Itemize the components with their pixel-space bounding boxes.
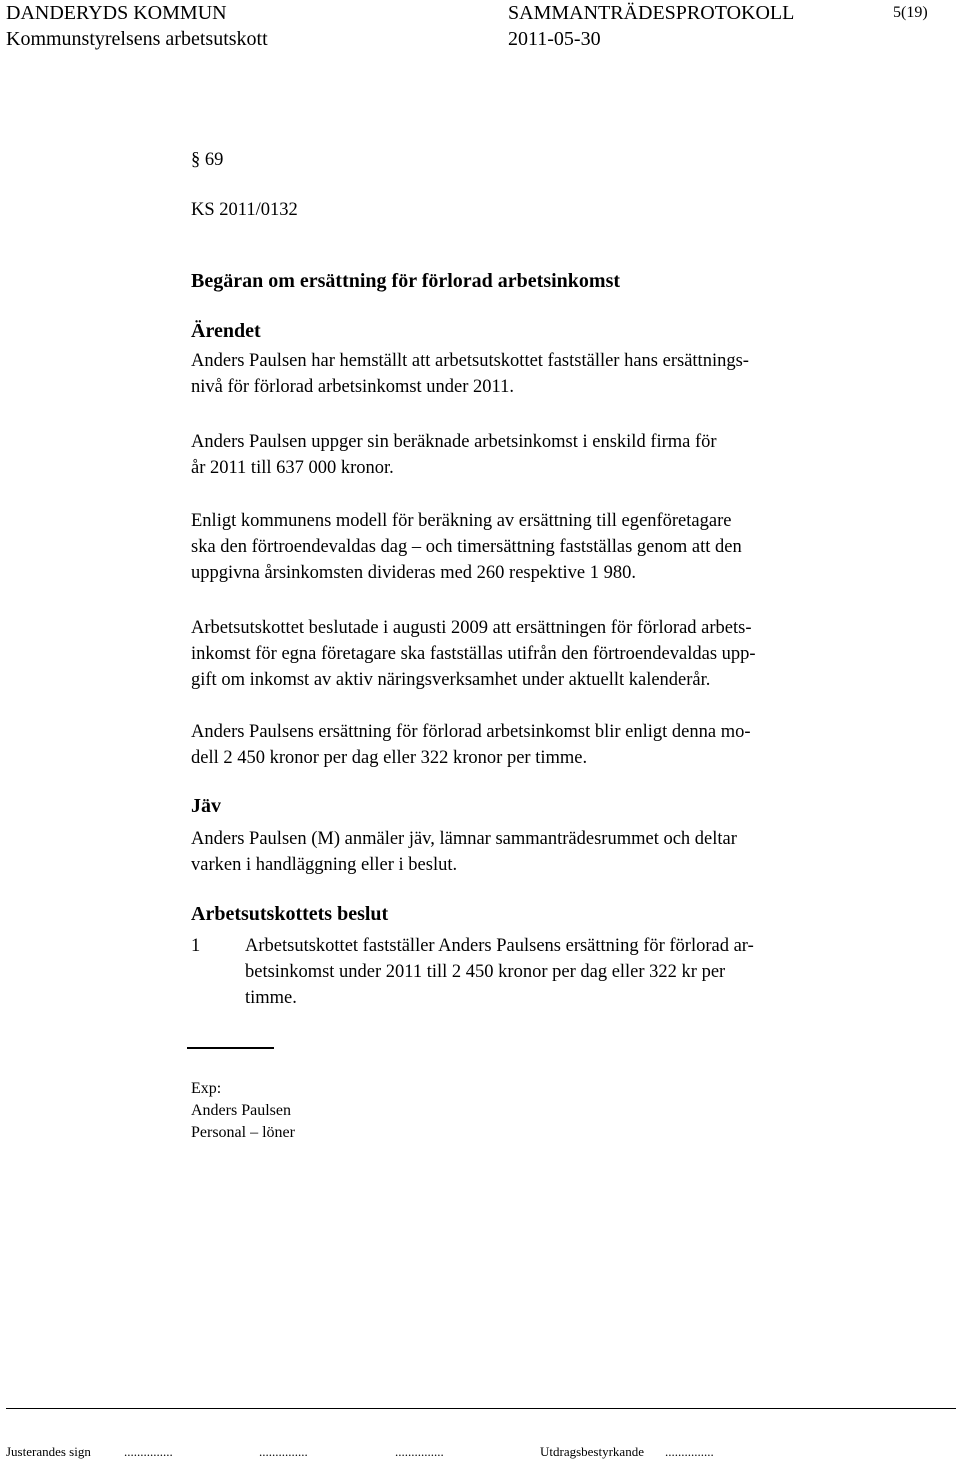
arendet-paragraph-2 bbox=[191, 429, 891, 481]
text-line: Anders Paulsens ersättning för förlorad arbetsinkomst blir enligt denna mo- bbox=[191, 722, 751, 742]
section-heading-beslut: Arbetsutskottets beslut bbox=[191, 903, 389, 925]
text-line: uppgivna årsinkomsten divideras med 260 respektive 1 980. bbox=[191, 563, 636, 583]
committee-name: Kommunstyrelsens arbetsutskott bbox=[6, 28, 268, 50]
text-line: Arbetsutskottet fastställer Anders Paulsens ersättning för förlorad ar- bbox=[245, 936, 754, 956]
text-line: Enligt kommunens modell för beräkning av ersättning till egenföretagare bbox=[191, 511, 732, 531]
text-line: gift om inkomst av aktiv näringsverksamhet under aktuellt kalenderår. bbox=[191, 670, 711, 690]
decision-item-text bbox=[245, 933, 754, 1011]
text-line: Anders Paulsen (M) anmäler jäv, lämnar sammanträdesrummet och deltar bbox=[191, 829, 737, 849]
text-line: timme. bbox=[245, 988, 297, 1008]
arendet-paragraph-5 bbox=[191, 719, 891, 771]
text-line: Anders Paulsen har hemställt att arbetsutskottet fastställer hans ersättnings- bbox=[191, 351, 749, 371]
text-line: nivå för förlorad arbetsinkomst under 2011. bbox=[191, 377, 514, 397]
jav-paragraph bbox=[191, 826, 891, 878]
document-title: Begäran om ersättning för förlorad arbetsinkomst bbox=[191, 270, 621, 292]
text-line: inkomst för egna företagare ska fastställas utifrån den förtroendevaldas upp- bbox=[191, 644, 756, 664]
text-line: dell 2 450 kronor per dag eller 322 kronor per timme. bbox=[191, 748, 588, 768]
exp-recipient: Anders Paulsen bbox=[191, 1102, 291, 1119]
text-line: betsinkomst under 2011 till 2 450 kronor per dag eller 322 kr per bbox=[245, 962, 726, 982]
meeting-date: 2011-05-30 bbox=[508, 28, 601, 50]
text-line: Arbetsutskottet beslutade i augusti 2009 att ersättningen för förlorad arbets- bbox=[191, 618, 752, 638]
text-line: ska den förtroendevaldas dag – och timersättning fastställas genom att den bbox=[191, 537, 742, 557]
footer-utdrag-label: Utdragsbestyrkande bbox=[540, 1444, 644, 1459]
decision-item-number: 1 bbox=[191, 936, 201, 956]
case-number: KS 2011/0132 bbox=[191, 200, 298, 220]
text-line: år 2011 till 637 000 kronor. bbox=[191, 458, 394, 478]
exp-label: Exp: bbox=[191, 1080, 222, 1097]
separator-line bbox=[187, 1047, 274, 1049]
signature-field: ............... bbox=[259, 1444, 308, 1459]
arendet-paragraph-4 bbox=[191, 615, 891, 693]
text-line: varken i handläggning eller i beslut. bbox=[191, 855, 458, 875]
page-number: 5(19) bbox=[893, 4, 928, 21]
exp-recipient: Personal – löner bbox=[191, 1124, 295, 1141]
text-line: Anders Paulsen uppger sin beräknade arbetsinkomst i enskild firma för bbox=[191, 432, 717, 452]
signature-field: ............... bbox=[665, 1444, 714, 1459]
arendet-paragraph-3 bbox=[191, 508, 891, 586]
doc-type: SAMMANTRÄDESPROTOKOLL bbox=[508, 2, 795, 24]
paragraph-number: § 69 bbox=[191, 150, 224, 170]
signature-field: ............... bbox=[395, 1444, 444, 1459]
section-heading-jav: Jäv bbox=[191, 795, 221, 817]
footer-rule bbox=[6, 1408, 956, 1409]
exp-block bbox=[191, 1078, 295, 1144]
section-heading-arendet: Ärendet bbox=[191, 320, 261, 342]
footer-justerandes-label: Justerandes sign bbox=[6, 1444, 91, 1459]
arendet-paragraph-1 bbox=[191, 348, 891, 400]
signature-field: ............... bbox=[124, 1444, 173, 1459]
org-name: DANDERYDS KOMMUN bbox=[6, 2, 227, 24]
